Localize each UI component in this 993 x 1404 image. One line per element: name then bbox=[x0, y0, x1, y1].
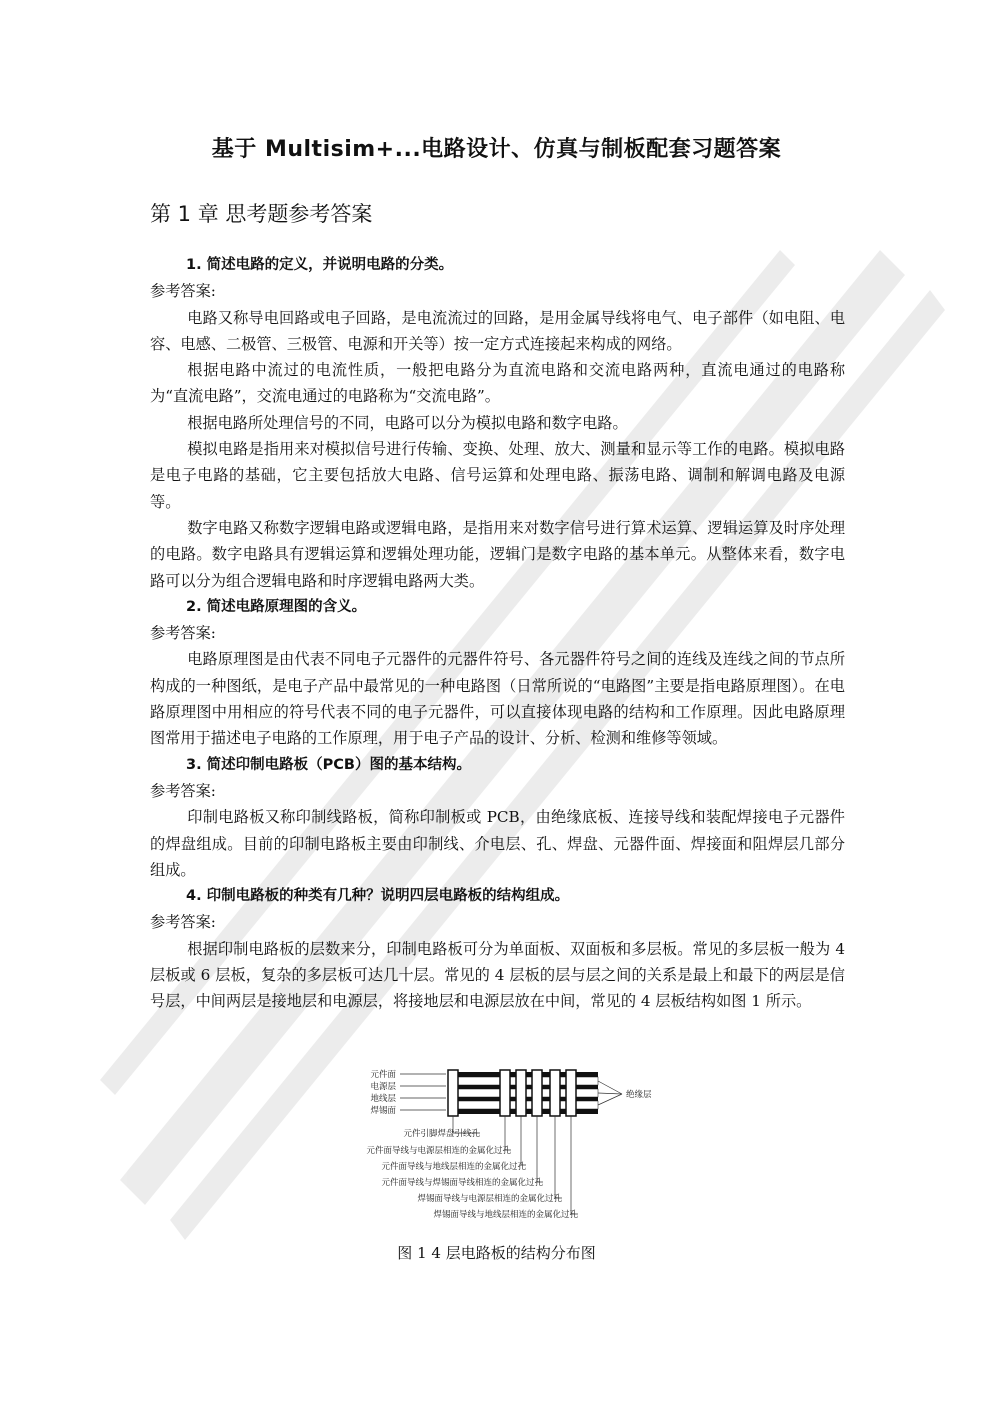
answer-paragraph: 数字电路又称数字逻辑电路或逻辑电路，是指用来对数字信号进行算术运算、逻辑运算及时序处理的电路。数字电路具有逻辑运算和逻辑处理功能，逻辑门是数字电路的基本单元。从整体来看，数字电路可以分为组合逻辑电路和时序逻辑电路两大类。 bbox=[150, 518, 845, 590]
answer-label: 参考答案: bbox=[150, 282, 216, 301]
layer-label: 元件面 bbox=[370, 1070, 396, 1080]
question-heading: 2. 简述电路原理图的含义。 bbox=[186, 598, 367, 615]
hole-label: 元件面导线与电源层相连的金属化过孔 bbox=[366, 1146, 511, 1156]
answer-label: 参考答案: bbox=[150, 913, 216, 932]
question-block bbox=[150, 252, 845, 594]
hole-label: 元件面导线与地线层相连的金属化过孔 bbox=[381, 1162, 526, 1172]
answer-paragraph: 根据电路所处理信号的不同，电路可以分为模拟电路和数字电路。 bbox=[187, 413, 628, 432]
content-body bbox=[150, 252, 845, 1015]
question-heading: 1. 简述电路的定义，并说明电路的分类。 bbox=[186, 257, 454, 273]
board-cross-section bbox=[448, 1070, 598, 1116]
question-heading: 3. 简述印制电路板（PCB）图的基本结构。 bbox=[186, 756, 471, 773]
chapter-heading: 第 1 章 思考题参考答案 bbox=[150, 202, 373, 226]
hole-label: 焊锡面导线与地线层相连的金属化过孔 bbox=[433, 1210, 578, 1220]
answer-paragraph: 印制电路板又称印制线路板，简称印制板或 PCB，由绝缘底板、连接导线和装配焊接电子元器件的焊盘组成。目前的印制电路板主要由印制线、介电层、孔、焊盘、元器件面、焊接面和阻焊层几部分组成。 bbox=[150, 808, 845, 879]
question-block bbox=[150, 752, 845, 883]
hole-label: 元件面导线与焊锡面导线相连的金属化过孔 bbox=[381, 1178, 543, 1188]
answer-label: 参考答案: bbox=[150, 624, 216, 643]
question-block bbox=[150, 594, 845, 752]
answer-paragraph: 模拟电路是指用来对模拟信号进行传输、变换、处理、放大、测量和显示等工作的电路。模拟电路是电子电路的基础，它主要包括放大电路、信号运算和处理电路、振荡电路、调制和解调电路及电源等。 bbox=[150, 440, 845, 511]
answer-paragraph: 根据电路中流过的电流性质，一般把电路分为直流电路和交流电路两种，直流电通过的电路称为“直流电路”，交流电通过的电路称为“交流电路”。 bbox=[150, 361, 845, 406]
question-heading: 4. 印制电路板的种类有几种？说明四层电路板的结构组成。 bbox=[186, 888, 570, 905]
document-title: 基于 Multisim+...电路设计、仿真与制板配套习题答案 bbox=[211, 137, 782, 162]
question-block bbox=[150, 883, 845, 1014]
answer-paragraph: 电路又称导电回路或电子回路，是电流流过的回路，是用金属导线将电气、电子部件（如电阻、电容、电感、二极管、三极管、电源和开关等）按一定方式连接起来构成的网络。 bbox=[150, 308, 845, 353]
hole-label: 焊锡面导线与电源层相连的金属化过孔 bbox=[417, 1194, 562, 1204]
insulation-label: 绝缘层 bbox=[626, 1090, 652, 1100]
answer-paragraph: 根据印制电路板的层数来分，印制电路板可分为单面板、双面板和多层板。常见的多层板一般为 4 层板或 6 层板，复杂的多层板可达几十层。常见的 4 层板的层与层之间的关系是最上和最下的两层是信号层，中间两层是接地层和电源层，将接地层和电源层放在中间，常见的 4 层板结构如图 1 所示。 bbox=[150, 939, 845, 1011]
figure-caption: 图 1 4 层电路板的结构分布图 bbox=[397, 1244, 596, 1262]
pcb-structure-figure bbox=[330, 1062, 670, 1232]
answer-label: 参考答案: bbox=[150, 781, 216, 800]
layer-label: 地线层 bbox=[370, 1094, 396, 1104]
layer-label: 电源层 bbox=[370, 1082, 396, 1092]
answer-paragraph: 电路原理图是由代表不同电子元器件的元器件符号、各元器件符号之间的连线及连线之间的节点所构成的一种图纸，是电子产品中最常见的一种电路图（日常所说的“电路图”主要是指电路原理图）。在电路原理图中用相应的符号代表不同的电子元器件，可以直接体现电路的结构和工作原理。因此电路原理图常用于描述电子电路的工作原理，用于电子产品的设计、分析、检测和维修等领域。 bbox=[150, 650, 845, 748]
layer-label: 焊锡面 bbox=[370, 1106, 396, 1116]
hole-label: 元件引脚焊盘引线孔 bbox=[403, 1129, 480, 1139]
